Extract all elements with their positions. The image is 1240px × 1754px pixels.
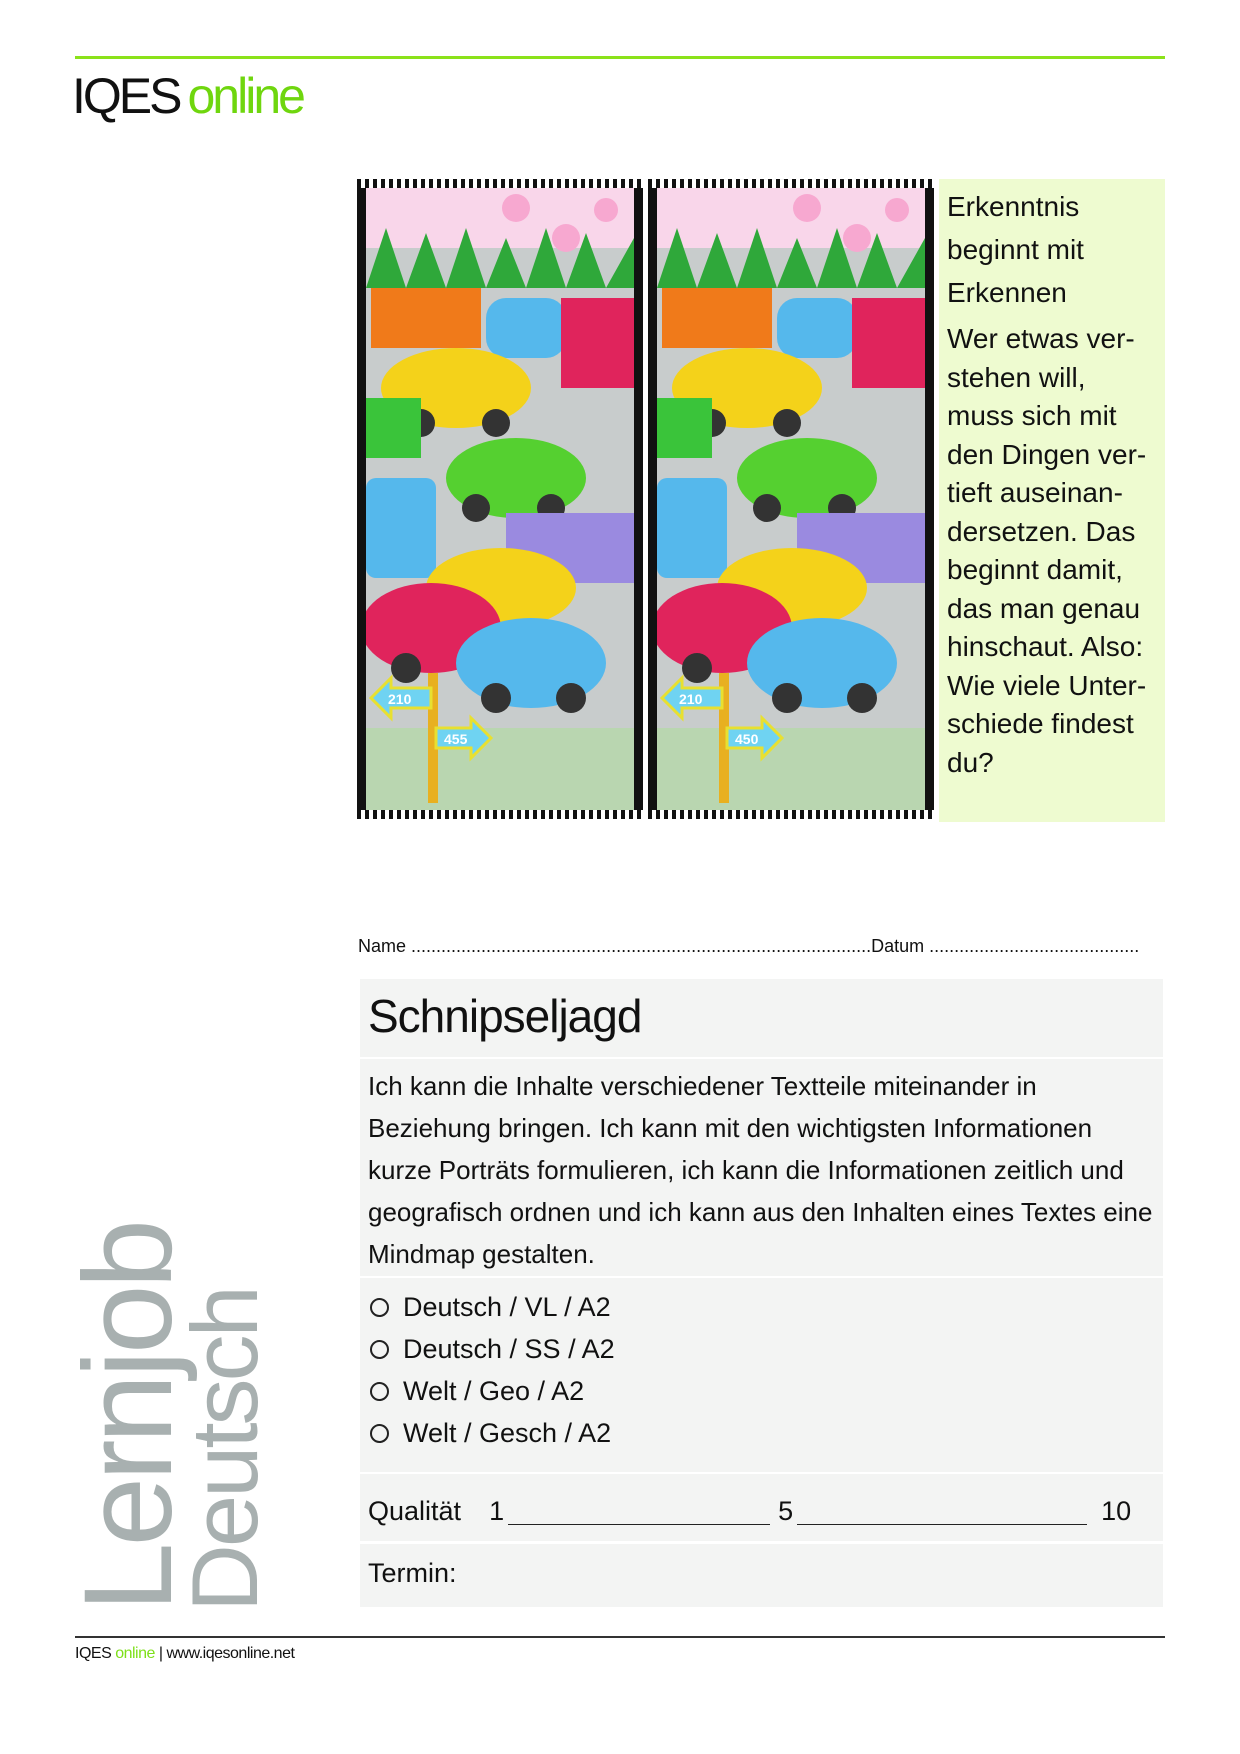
iqes-logo: IQES online [72, 68, 303, 124]
hint-title-line: beginnt mit [947, 234, 1084, 265]
hint-line: schiede findest [947, 708, 1134, 739]
quality-line-1[interactable] [508, 1501, 770, 1525]
option-label: Welt / Geo / A2 [403, 1375, 585, 1406]
hint-line: das man genau [947, 592, 1141, 624]
footer-brand: IQES [75, 1645, 112, 1662]
radio-circle-icon[interactable] [370, 1382, 389, 1401]
name-date-row [358, 936, 1163, 957]
vertical-title-lernjob: Lernjob [59, 1223, 198, 1612]
sign-left-bottom: 455 [444, 731, 468, 747]
header-rule [75, 56, 1165, 59]
radio-circle-icon[interactable] [370, 1424, 389, 1443]
hint-line: muss sich mit [947, 400, 1117, 431]
sign-left-top: 210 [388, 691, 412, 707]
hint-line: dersetzen. Das [947, 515, 1136, 547]
footer-separator: | [158, 1645, 163, 1662]
option-label: Welt / Gesch / A2 [403, 1417, 612, 1448]
option-item[interactable] [368, 1412, 1155, 1454]
sign-right-top: 210 [679, 691, 703, 707]
footer-brand-accent: online [115, 1645, 155, 1662]
scale-min: 1 [489, 1496, 505, 1526]
hint-title-line: Erkennen [947, 277, 1067, 308]
hint-title [947, 185, 1165, 314]
hint-line: stehen will, [947, 361, 1086, 393]
hint-box [939, 179, 1165, 822]
scale-max: 10 [1101, 1496, 1132, 1526]
puzzle-image-left [357, 179, 643, 819]
vertical-title-deutsch: Deutsch [172, 1288, 277, 1612]
sign-right-bottom: 450 [735, 731, 759, 747]
task-title: Schnipseljagd [360, 979, 1163, 1057]
option-item[interactable] [368, 1370, 1155, 1412]
hint-line: du? [947, 746, 994, 778]
option-label: Deutsch / VL / A2 [403, 1291, 611, 1322]
date-field[interactable]: .......................................... [929, 936, 1140, 956]
option-item[interactable] [368, 1328, 1155, 1370]
task-description: Ich kann die Inhalte verschiedener Textteile miteinander in Beziehung bringen. Ich kann mit den wichtigsten Informationen kurze Porträts formulieren, ich kann die Informationen zeitlich und geografisch ordnen und ich kann aus den Inhalten eines Textes eine Mindmap gestalten. [360, 1059, 1163, 1276]
quality-label: Qualität [368, 1496, 462, 1526]
deadline-row: Termin: [360, 1544, 1163, 1607]
hint-line: beginnt damit, [947, 554, 1123, 585]
name-label: Name [358, 936, 407, 956]
scale-mid: 5 [778, 1496, 794, 1526]
radio-circle-icon[interactable] [370, 1340, 389, 1359]
hint-line: den Dingen ver- [947, 438, 1147, 470]
footer [75, 1645, 294, 1663]
hint-line: Wie viele Unter- [947, 669, 1147, 701]
quality-line-2[interactable] [797, 1501, 1087, 1525]
hint-line: hinschaut. Also: [947, 631, 1144, 662]
hint-title-line: Erkenntnis [947, 191, 1080, 222]
hint-line: tieft auseinan- [947, 477, 1123, 508]
option-item[interactable] [368, 1286, 1155, 1328]
date-label: Datum [871, 936, 925, 956]
hint-body [947, 320, 1165, 782]
name-field[interactable]: ............................................................................................ [411, 936, 872, 956]
option-label: Deutsch / SS / A2 [403, 1333, 615, 1364]
radio-circle-icon[interactable] [370, 1298, 389, 1317]
footer-rule [75, 1636, 1165, 1638]
subject-options [360, 1278, 1163, 1472]
hint-line: Wer etwas ver- [947, 323, 1135, 354]
quality-row [360, 1474, 1163, 1541]
puzzle-image-right [648, 179, 934, 819]
footer-url[interactable]: www.iqesonline.net [166, 1645, 295, 1662]
